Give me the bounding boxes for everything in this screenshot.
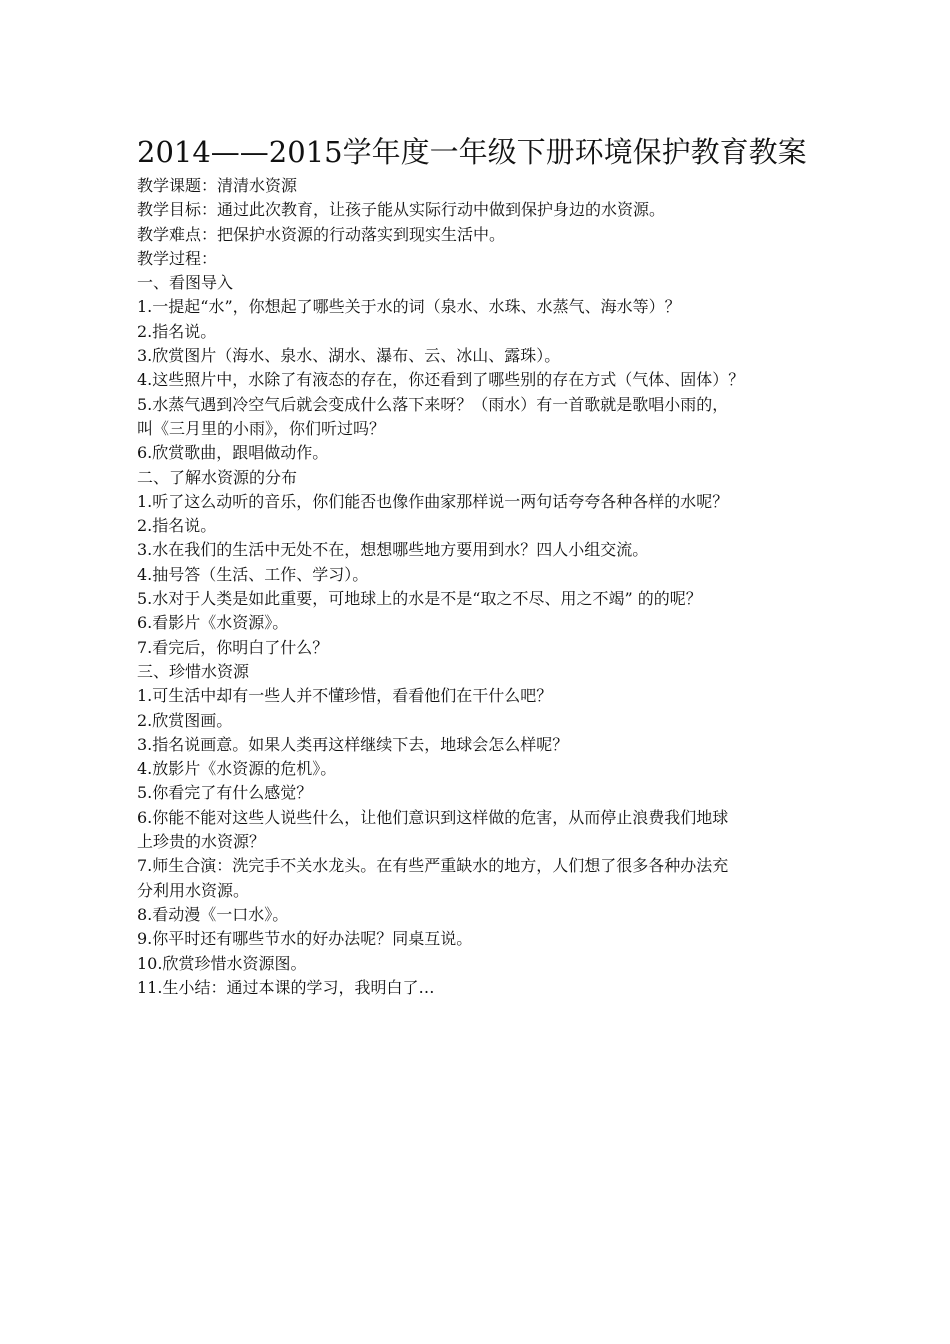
list-item: 9.你平时还有哪些节水的好办法呢？同桌互说。 xyxy=(137,929,473,949)
list-item: 6.看影片《水资源》。 xyxy=(137,613,289,633)
document-body xyxy=(137,134,842,1000)
list-item: 4.抽号答（生活、工作、学习）。 xyxy=(137,564,369,584)
list-item: 3.欣赏图片（海水、泉水、湖水、瀑布、云、冰山、露珠）。 xyxy=(137,346,561,366)
list-item: 11.生小结：通过本课的学习，我明白了… xyxy=(137,977,435,997)
list-item: 6.欣赏歌曲，跟唱做动作。 xyxy=(137,443,329,463)
list-item: 1.一提起“水”，你想起了哪些关于水的词（泉水、水珠、水蒸气、海水等）？ xyxy=(137,297,681,317)
list-item: 5.水蒸气遇到冷空气后就会变成什么落下来呀？（雨水）有一首歌就是歌唱小雨的， xyxy=(137,394,729,414)
list-item: 6.你能不能对这些人说些什么，让他们意识到这样做的危害，从而停止浪费我们地球 xyxy=(137,807,729,827)
list-item: 4.放影片《水资源的危机》。 xyxy=(137,759,337,779)
document-title: 2014——2015学年度一年级下册环境保护教育教案 xyxy=(137,135,807,169)
section-heading: 二、了解水资源的分布 xyxy=(137,467,298,487)
list-item: 7.师生合演：洗完手不关水龙头。在有些严重缺水的地方，人们想了很多各种办法充 xyxy=(137,856,729,876)
lesson-process-label: 教学过程： xyxy=(137,248,218,268)
list-item: 2.指名说。 xyxy=(137,321,217,341)
lesson-goal: 教学目标：通过此次教育，让孩子能从实际行动中做到保护身边的水资源。 xyxy=(137,200,666,220)
list-item: 5.你看完了有什么感觉？ xyxy=(137,783,313,803)
list-item: 1.可生活中却有一些人并不懂珍惜，看看他们在干什么吧？ xyxy=(137,686,553,706)
list-item: 2.指名说。 xyxy=(137,516,217,536)
list-item: 4.这些照片中，水除了有液态的存在，你还看到了哪些别的存在方式（气体、固体）？ xyxy=(137,370,745,390)
list-item: 2.欣赏图画。 xyxy=(137,710,233,730)
section-heading: 一、看图导入 xyxy=(137,273,234,293)
list-item: 7.看完后，你明白了什么？ xyxy=(137,637,329,657)
list-item: 5.水对于人类是如此重要，可地球上的水是不是“取之不尽、用之不竭” 的的呢？ xyxy=(137,589,702,609)
list-item: 叫《三月里的小雨》，你们听过吗？ xyxy=(137,418,386,438)
lesson-topic: 教学课题：清清水资源 xyxy=(137,176,298,195)
lesson-difficulty: 教学难点：把保护水资源的行动落实到现实生活中。 xyxy=(137,224,506,244)
list-item: 3.水在我们的生活中无处不在，想想哪些地方要用到水？四人小组交流。 xyxy=(137,540,649,560)
list-item: 3.指名说画意。如果人类再这样继续下去，地球会怎么样呢？ xyxy=(137,734,569,754)
list-item: 上珍贵的水资源？ xyxy=(137,832,266,852)
list-item: 8.看动漫《一口水》。 xyxy=(137,904,289,924)
list-item: 10.欣赏珍惜水资源图。 xyxy=(137,953,307,973)
list-item: 1.听了这么动听的音乐，你们能否也像作曲家那样说一两句话夸夸各种各样的水呢？ xyxy=(137,491,729,511)
section-heading: 三、珍惜水资源 xyxy=(137,661,250,681)
list-item: 分利用水资源。 xyxy=(137,880,250,900)
